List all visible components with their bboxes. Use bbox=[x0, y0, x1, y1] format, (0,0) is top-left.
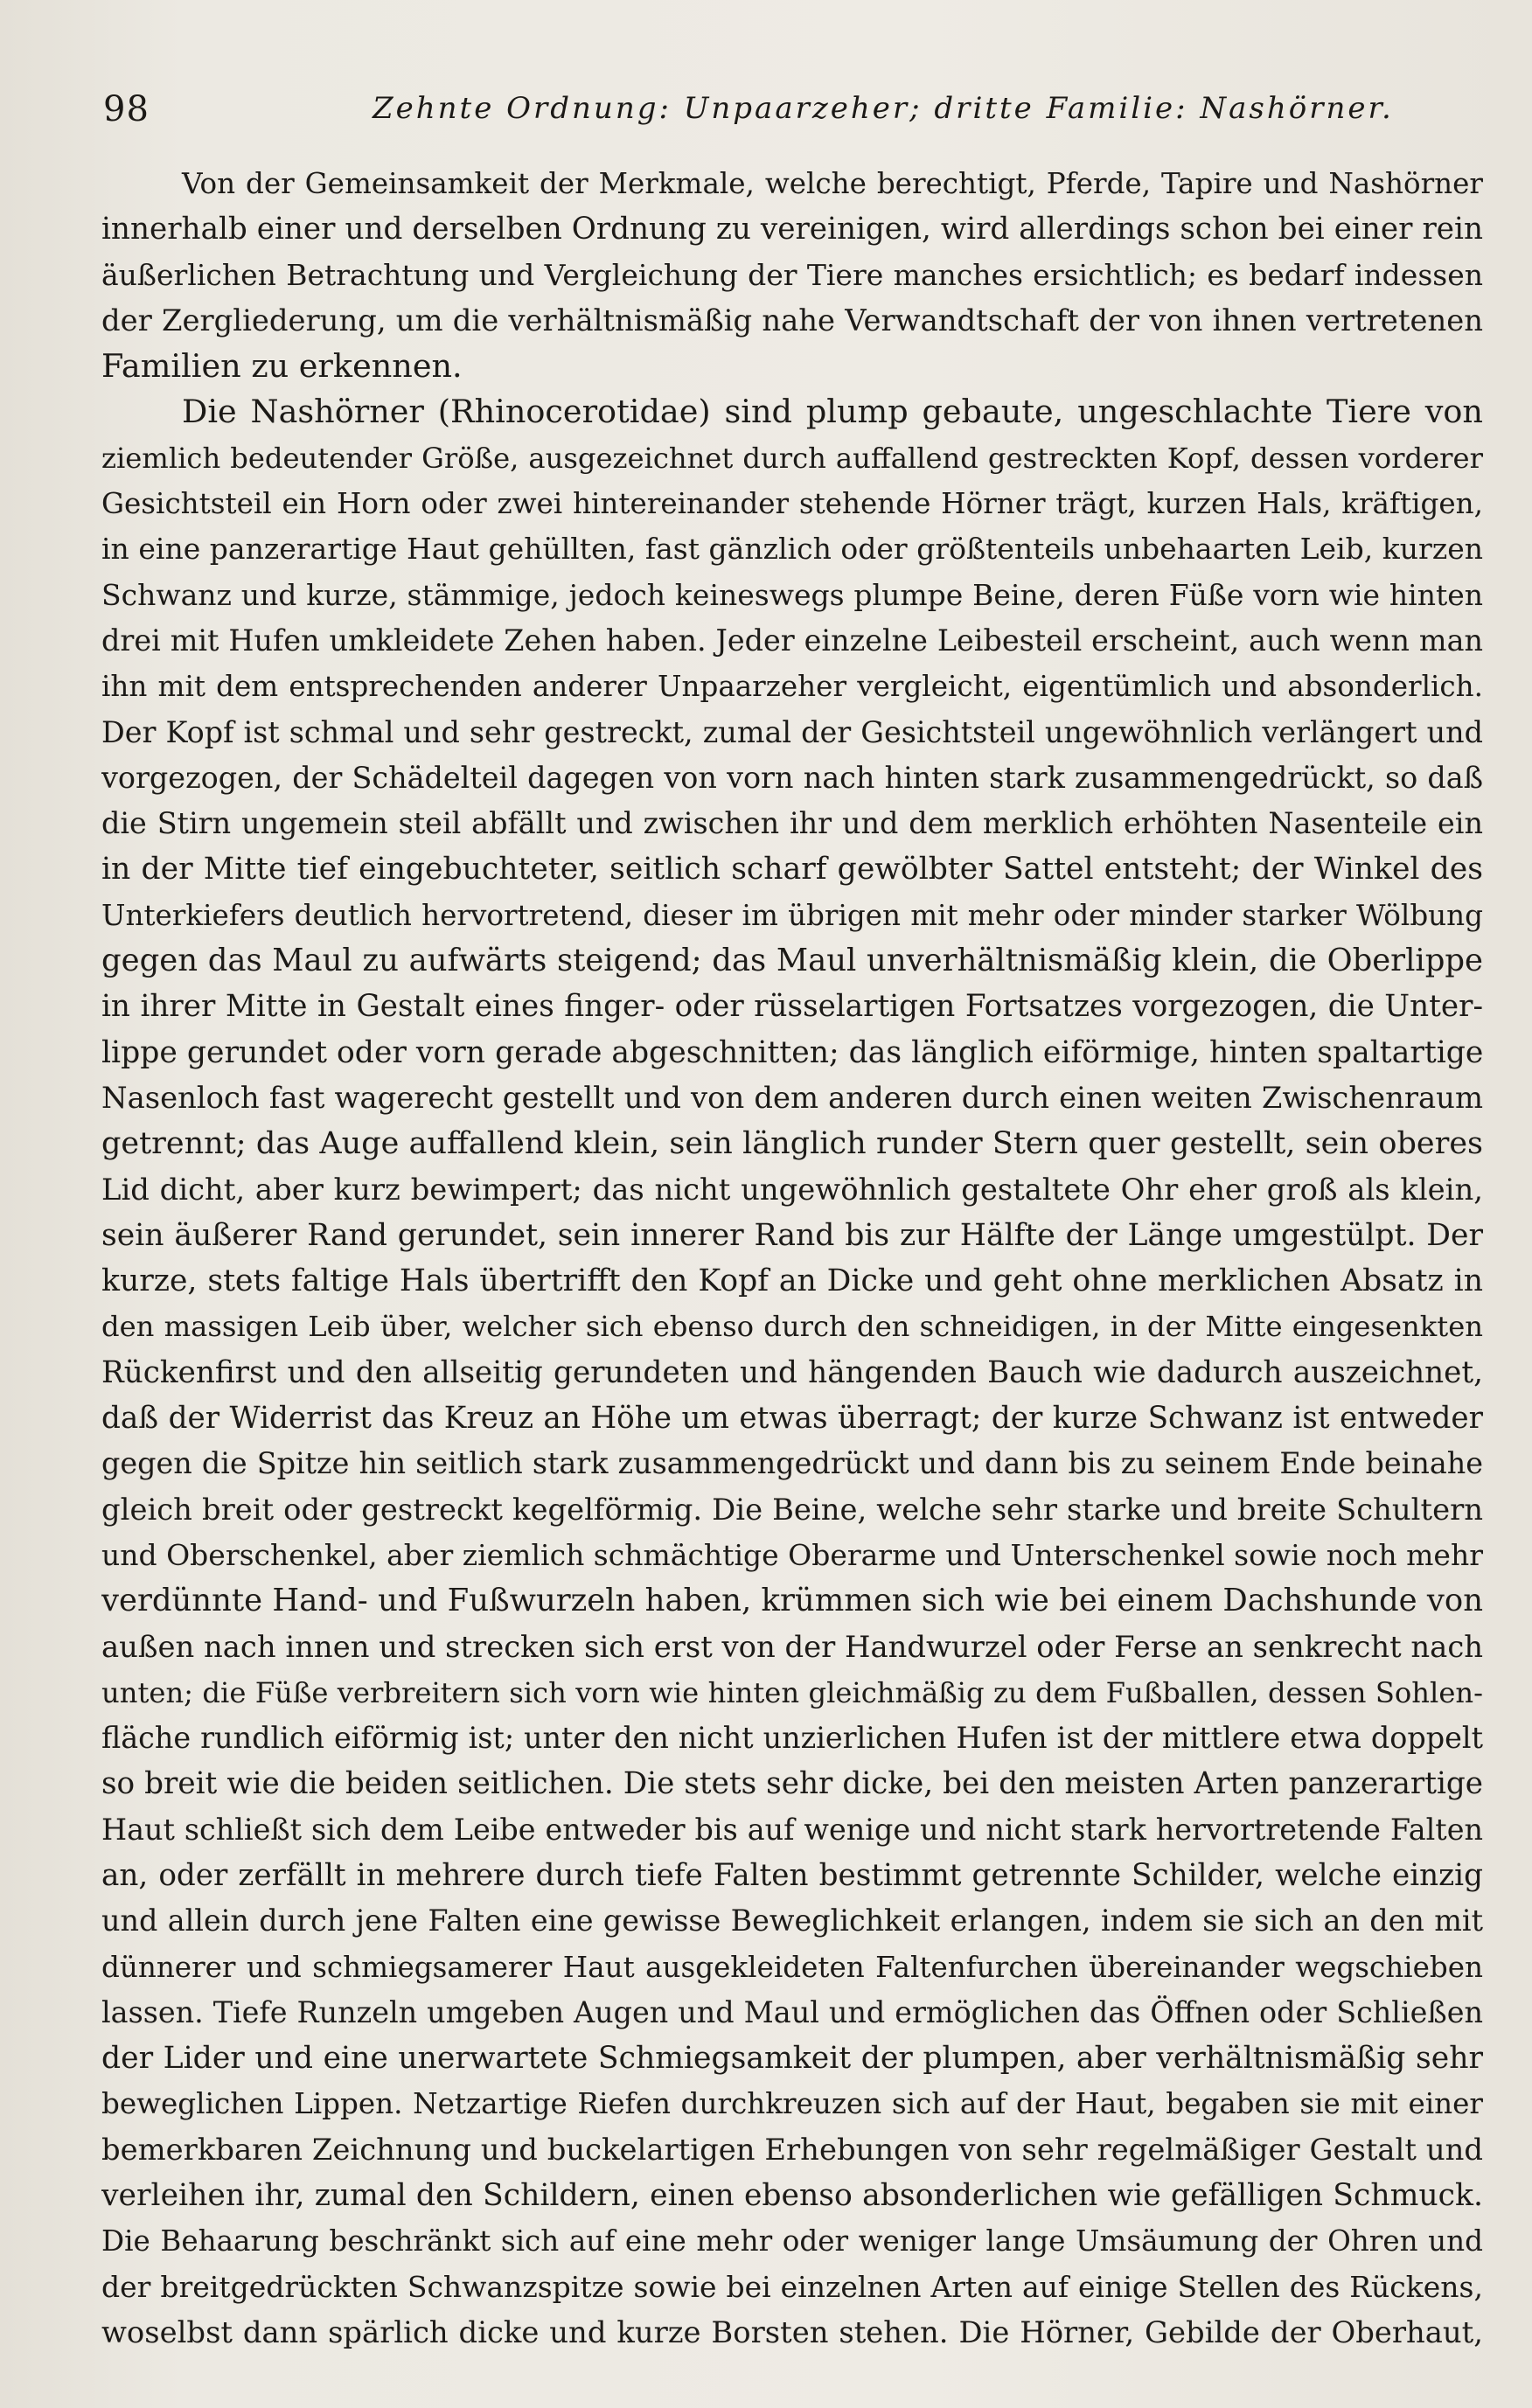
text-line: lassen. Tiefe Runzeln umgeben Augen und Maul und ermöglichen das Öffnen oder Schließen bbox=[101, 1994, 1483, 2029]
text-line: dünnerer und schmiegsamerer Haut ausgekleideten Faltenfurchen übereinander wegschieben bbox=[101, 1950, 1483, 1984]
text-line: Die Nashörner (Rhinocerotidae) sind plump gebaute, ungeschlachte Tiere von bbox=[182, 393, 1483, 431]
text-line: bemerkbaren Zeichnung und buckelartigen Erhebungen von sehr regelmäßiger Gestalt und bbox=[101, 2132, 1483, 2167]
paragraph bbox=[101, 389, 1483, 2356]
text-line: gegen die Spitze hin seitlich stark zusammengedrückt und dann bis zu seinem Ende beinahe bbox=[101, 1446, 1483, 1481]
text-line: Der Kopf ist schmal und sehr gestreckt, zumal der Gesichtsteil ungewöhnlich verlängert und bbox=[101, 714, 1483, 749]
text-line: in ihrer Mitte in Gestalt eines finger- oder rüsselartigen Fortsatzes vorgezogen, die Unter- bbox=[101, 989, 1483, 1025]
text-line: Haut schließt sich dem Leibe entweder bis auf wenige und nicht stark hervortretende Falten bbox=[101, 1812, 1483, 1847]
text-line: innerhalb einer und derselben Ordnung zu vereinigen, wird allerdings schon bei einer rein bbox=[101, 212, 1483, 247]
text-line: beweglichen Lippen. Netzartige Riefen durchkreuzen sich auf der Haut, begaben sie mit einer bbox=[101, 2087, 1483, 2121]
text-line: Gesichtsteil ein Horn oder zwei hintereinander stehende Hörner trägt, kurzen Hals, kräftigen, bbox=[101, 487, 1483, 521]
text-line: den massigen Leib über, welcher sich ebenso durch den schneidigen, in der Mitte eingesenkten bbox=[101, 1310, 1483, 1344]
text-line: außen nach innen und strecken sich erst von der Handwurzel oder Ferse an senkrecht nach bbox=[101, 1629, 1483, 1664]
text-line: Schwanz und kurze, stämmige, jedoch keineswegs plumpe Beine, deren Füße vorn wie hinten bbox=[101, 577, 1483, 612]
text-line: in der Mitte tief eingebuchteter, seitlich scharf gewölbter Sattel entsteht; der Winkel des bbox=[101, 852, 1483, 887]
text-line: an, oder zerfällt in mehrere durch tiefe Falten bestimmt getrennte Schilder, welche einzig bbox=[101, 1857, 1483, 1893]
text-line: gleich breit oder gestreckt kegelförmig. Die Beine, welche sehr starke und breite Schultern bbox=[101, 1492, 1483, 1527]
text-line: und Oberschenkel, aber ziemlich schmächtige Oberarme und Unterschenkel sowie noch mehr bbox=[101, 1537, 1483, 1572]
text-line: so breit wie die beiden seitlichen. Die stets sehr dicke, bei den meisten Arten panzerartige bbox=[101, 1766, 1483, 1802]
text-line: äußerlichen Betrachtung und Vergleichung der Tiere manches ersichtlich; es bedarf indessen bbox=[101, 257, 1483, 292]
paragraph bbox=[101, 161, 1483, 389]
text-line: Unterkiefers deutlich hervortretend, dieser im übrigen mit mehr oder minder starker Wölbung bbox=[101, 898, 1483, 932]
text-line: woselbst dann spärlich dicke und kurze Borsten stehen. Die Hörner, Gebilde der Oberhaut, bbox=[101, 2314, 1483, 2349]
text-line: ihn mit dem entsprechenden anderer Unpaarzeher vergleicht, eigentümlich und absonderlich. bbox=[101, 670, 1483, 704]
text-line: getrennt; das Auge auffallend klein, sein länglich runder Stern quer gestellt, sein oberes bbox=[101, 1126, 1483, 1162]
text-line: die Stirn ungemein steil abfällt und zwischen ihr und dem merklich erhöhten Nasenteile ein bbox=[101, 806, 1483, 841]
text-line: Von der Gemeinsamkeit der Merkmale, welche berechtigt, Pferde, Tapire und Nashörner bbox=[182, 167, 1483, 200]
text-line: kurze, stets faltige Hals übertrifft den Kopf an Dicke und geht ohne merklichen Absatz in bbox=[101, 1263, 1483, 1299]
running-title: Zehnte Ordnung: Unpaarzeher; dritte Familie: Nashörner. bbox=[373, 91, 1394, 126]
text-line: Lid dicht, aber kurz bewimpert; das nicht ungewöhnlich gestaltete Ohr eher groß als klein, bbox=[101, 1172, 1483, 1207]
text-line: der breitgedrückten Schwanzspitze sowie bei einzelnen Arten auf einige Stellen des Rückens, bbox=[101, 2269, 1483, 2304]
text-line: der Zergliederung, um die verhältnismäßig nahe Verwandtschaft der von ihnen vertretenen bbox=[101, 303, 1483, 338]
text-line: gegen das Maul zu aufwärts steigend; das Maul unverhältnismäßig klein, die Oberlippe bbox=[101, 943, 1483, 979]
text-line: drei mit Hufen umkleidete Zehen haben. Jeder einzelne Leibesteil erscheint, auch wenn man bbox=[101, 623, 1483, 658]
text-line: verdünnte Hand- und Fußwurzeln haben, krümmen sich wie bei einem Dachshunde von bbox=[101, 1583, 1483, 1619]
text-line: ziemlich bedeutender Größe, ausgezeichnet durch auffallend gestreckten Kopf, dessen vorderer bbox=[101, 441, 1483, 475]
text-line: Nasenloch fast wagerecht gestellt und von dem anderen durch einen weiten Zwischenraum bbox=[101, 1080, 1483, 1115]
text-line: Rückenfirst und den allseitig gerundeten und hängenden Bauch wie dadurch auszeichnet, bbox=[101, 1354, 1483, 1390]
text-line: Die Behaarung beschränkt sich auf eine mehr oder weniger lange Umsäumung der Ohren und bbox=[101, 2224, 1483, 2258]
text-line: vorgezogen, der Schädelteil dagegen von vorn nach hinten stark zusammengedrückt, so daß bbox=[101, 760, 1483, 795]
page-header bbox=[103, 84, 1476, 136]
text-line: und allein durch jene Falten eine gewisse Beweglichkeit erlangen, indem sie sich an den mit bbox=[101, 1903, 1483, 1938]
text-line: lippe gerundet oder vorn gerade abgeschnitten; das länglich eiförmige, hinten spaltartige bbox=[101, 1034, 1483, 1070]
text-line: daß der Widerrist das Kreuz an Höhe um etwas überragt; der kurze Schwanz ist entweder bbox=[101, 1401, 1483, 1437]
text-line: Familien zu erkennen. bbox=[101, 347, 463, 386]
text-line: in eine panzerartige Haut gehüllten, fast gänzlich oder größtenteils unbehaarten Leib, kurzen bbox=[101, 532, 1483, 567]
page-number: 98 bbox=[103, 89, 150, 129]
text-line: sein äußerer Rand gerundet, sein innerer Rand bis zur Hälfte der Länge umgestülpt. Der bbox=[101, 1217, 1483, 1253]
text-line: unten; die Füße verbreitern sich vorn wie hinten gleichmäßig zu dem Fußballen, dessen Sohlen- bbox=[101, 1675, 1483, 1709]
text-line: verleihen ihr, zumal den Schildern, einen ebenso absonderlichen wie gefälligen Schmuck. bbox=[101, 2178, 1483, 2214]
body-text bbox=[101, 161, 1483, 2356]
text-line: der Lider und eine unerwartete Schmiegsamkeit der plumpen, aber verhältnismäßig sehr bbox=[101, 2041, 1483, 2077]
text-line: fläche rundlich eiförmig ist; unter den nicht unzierlichen Hufen ist der mittlere etwa doppelt bbox=[101, 1721, 1483, 1756]
